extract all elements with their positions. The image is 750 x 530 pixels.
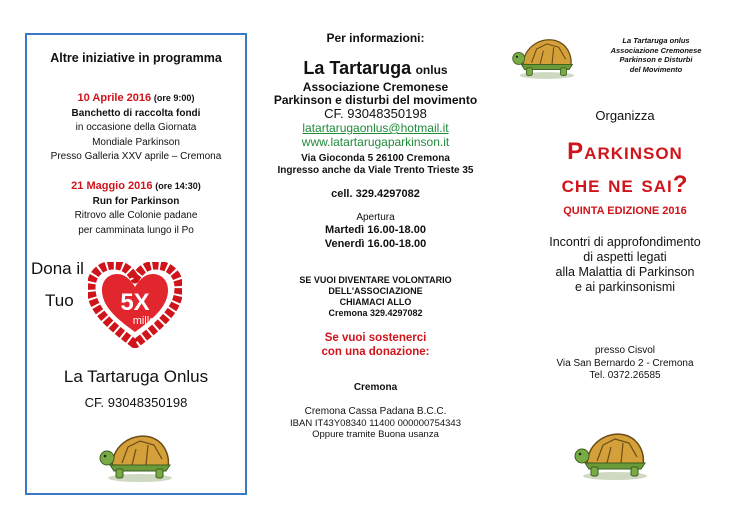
volunteer4: Cremona 329.4297082	[328, 308, 423, 318]
middle-assoc1: Associazione Cremonese	[302, 80, 449, 94]
info-title: Per informazioni:	[326, 31, 425, 45]
opening1: Martedì 16.00-18.00	[325, 224, 426, 236]
turtle-illustration-right	[573, 423, 655, 481]
desc-line: di aspetti legati	[583, 250, 667, 264]
logo-turtle-icon	[511, 27, 581, 83]
opening-title: Apertura	[356, 212, 395, 223]
event2-line: per camminata lungo il Po	[78, 224, 194, 236]
bank-iban: IBAN IT43Y08340 11400 000000754343	[290, 418, 461, 429]
middle-cf: CF. 93048350198	[324, 106, 427, 121]
title-line1: Parkinson	[567, 138, 683, 165]
bank-name: Cremona Cassa Padana B.C.C.	[304, 406, 447, 417]
event1-title: Banchetto di raccolta fondi	[71, 107, 201, 119]
turtle-illustration	[98, 425, 180, 483]
support1: Se vuoi sostenerci	[324, 332, 427, 344]
heart-5x-mille	[88, 262, 182, 348]
middle-org-suffix: onlus	[415, 63, 448, 77]
middle-assoc2: Parkinson e disturbi del movimento	[273, 93, 478, 107]
event1-time: (ore 9:00)	[153, 93, 195, 103]
description	[505, 235, 745, 295]
email-link[interactable]: latartarugaonlus@hotmail.it	[302, 121, 449, 135]
venue-line: presso Cisvol	[594, 345, 656, 356]
organizza: Organizza	[595, 108, 655, 123]
heart-mille-text: mille	[132, 315, 156, 327]
event2-line: Ritrovo alle Colonie padane	[74, 210, 198, 221]
donate-line2: Tuo	[45, 291, 74, 310]
venue-line: Tel. 0372.26585	[589, 370, 661, 381]
desc-line: Incontri di approfondimento	[549, 235, 701, 249]
event2-time: (ore 14:30)	[155, 181, 201, 191]
support2: con una donazione:	[321, 346, 430, 358]
venue	[505, 345, 745, 383]
cell-number: cell. 329.4297082	[331, 188, 420, 200]
event1	[25, 91, 247, 165]
event2-title: Run for Parkinson	[92, 195, 180, 207]
logo-line: La Tartaruga onlus	[622, 36, 690, 45]
website-link[interactable]: www.latartarugaparkinson.it	[301, 135, 450, 149]
address1: Via Gioconda 5 26100 Cremona	[301, 153, 450, 164]
left-org-name: La Tartaruga Onlus	[63, 367, 209, 386]
bank-alt: Oppure tramite Buona usanza	[312, 429, 439, 440]
event1-line: Presso Galleria XXV aprile – Cremona	[50, 151, 222, 162]
event1-date: 10 Aprile 2016	[77, 92, 152, 104]
heart-5x-text: 5X	[120, 289, 150, 316]
event1-line: in occasione della Giornata	[75, 122, 197, 133]
email-wrap	[253, 121, 498, 135]
event2	[25, 179, 247, 238]
middle-org	[253, 58, 498, 79]
logo-text	[590, 36, 722, 74]
logo-line: Parkinson e Disturbi	[619, 55, 693, 64]
bank-city: Cremona	[353, 382, 398, 393]
desc-line: alla Malattia di Parkinson	[555, 265, 695, 279]
title-line2: che ne sai?	[561, 171, 689, 198]
desc-line: e ai parkinsonismi	[574, 280, 676, 294]
website-wrap	[253, 135, 498, 149]
address2: Ingresso anche da Viale Trento Trieste 35	[277, 165, 474, 176]
event2-date: 21 Maggio 2016	[71, 180, 153, 192]
volunteer3: CHIAMACI ALLO	[339, 297, 412, 307]
middle-org-name: La Tartaruga	[303, 58, 412, 78]
left-cf: CF. 93048350198	[84, 395, 188, 410]
logo-line: del Movimento	[629, 64, 683, 74]
volunteer2: DELL'ASSOCIAZIONE	[328, 286, 423, 296]
volunteer1: SE VUOI DIVENTARE VOLONTARIO	[299, 275, 452, 285]
logo-line: Associazione Cremonese	[610, 45, 702, 55]
edition: QUINTA EDIZIONE 2016	[563, 205, 687, 217]
donate-line1: Dona il	[31, 259, 84, 278]
event1-line: Mondiale Parkinson	[92, 136, 180, 148]
venue-line: Via San Bernardo 2 - Cremona	[556, 357, 694, 369]
opening2: Venerdì 16.00-18.00	[324, 238, 427, 250]
left-heading: Altre iniziative in programma	[50, 51, 222, 65]
